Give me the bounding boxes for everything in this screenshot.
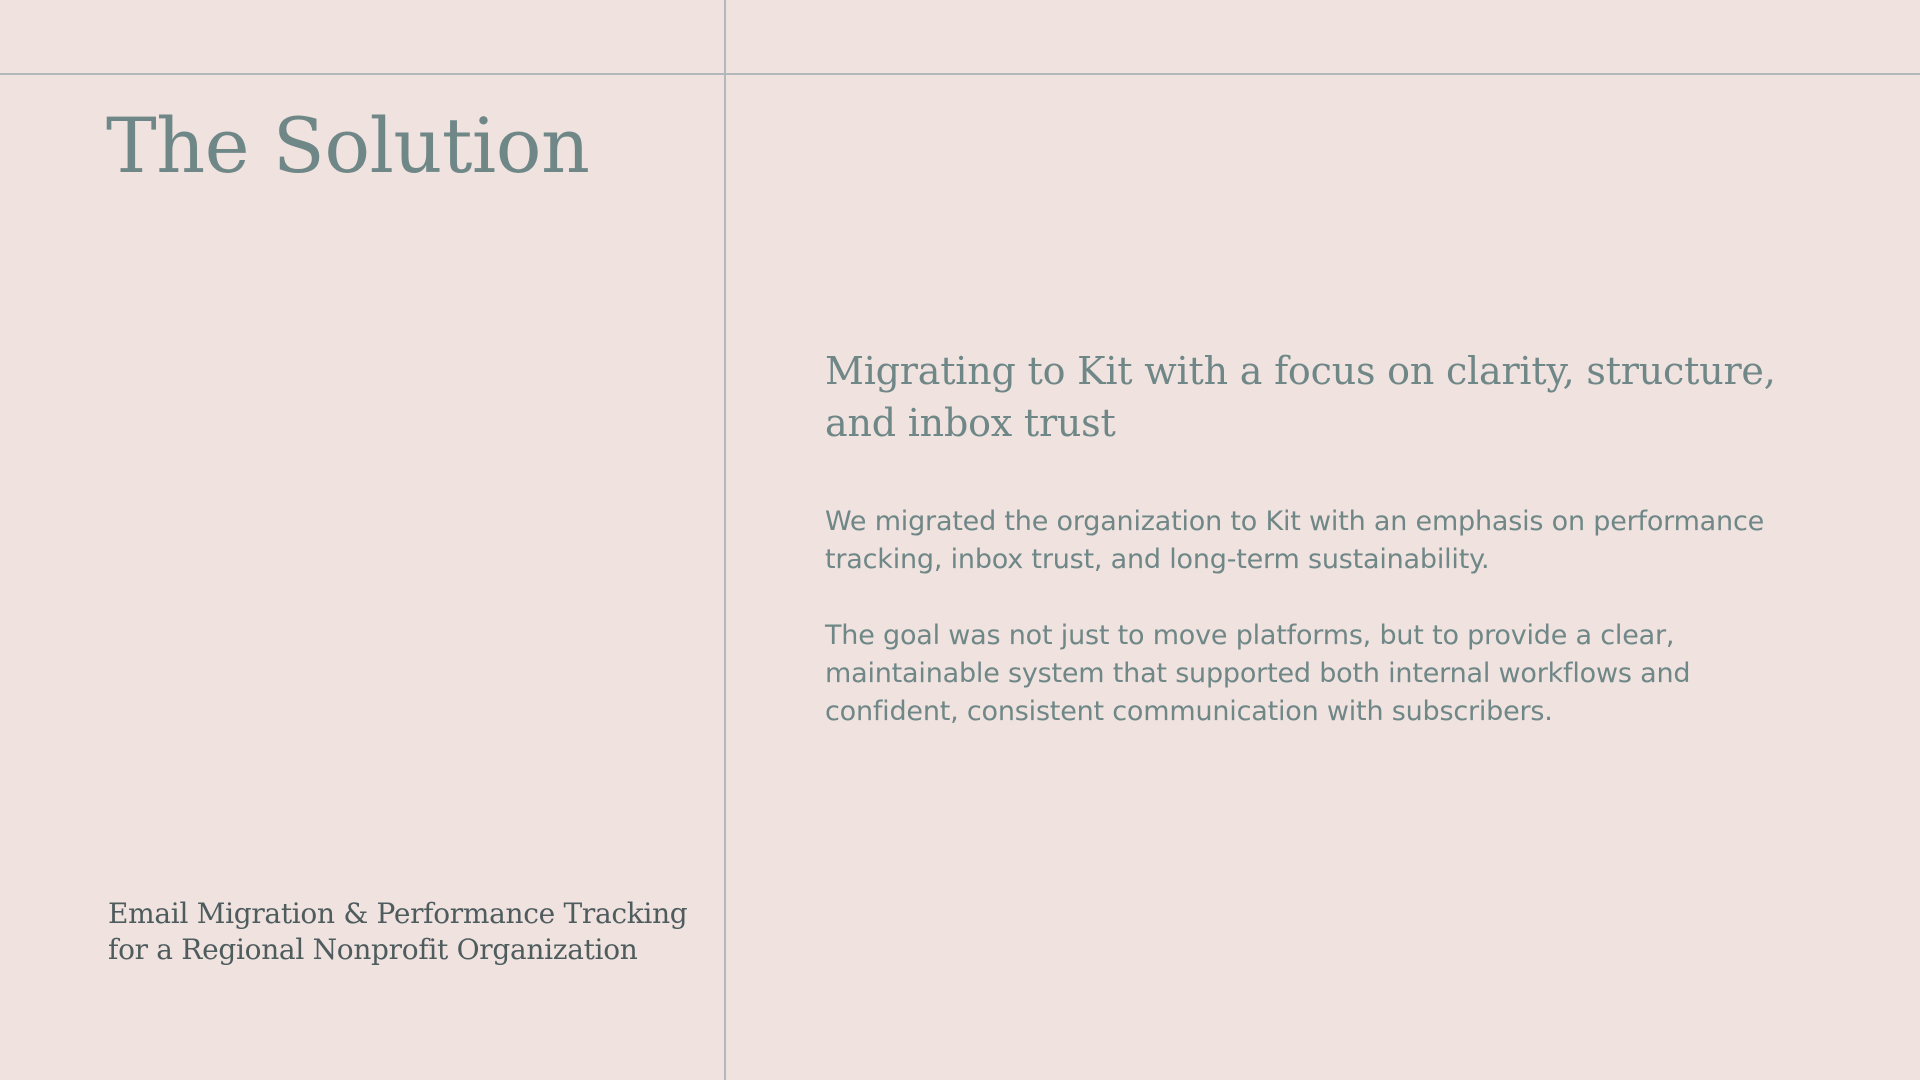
project-caption: [108, 896, 708, 968]
section-subheading: Migrating to Kit with a focus on clarity, structure, and inbox trust: [825, 349, 1776, 445]
body-paragraph-2: The goal was not just to move platforms, but to provide a clear, maintainable system that supported both internal workflows and confident, consistent communication with subscribers.: [825, 620, 1691, 727]
project-caption-line-2: for a Regional Nonprofit Organization: [108, 933, 638, 966]
vertical-divider: [724, 0, 726, 1080]
horizontal-divider: [0, 73, 1920, 75]
slide-title: The Solution: [106, 101, 590, 190]
project-caption-line-1: Email Migration & Performance Tracking: [108, 897, 688, 930]
body-paragraph-1: We migrated the organization to Kit with an emphasis on performance tracking, inbox trust, and long-term sustainability.: [825, 506, 1764, 575]
